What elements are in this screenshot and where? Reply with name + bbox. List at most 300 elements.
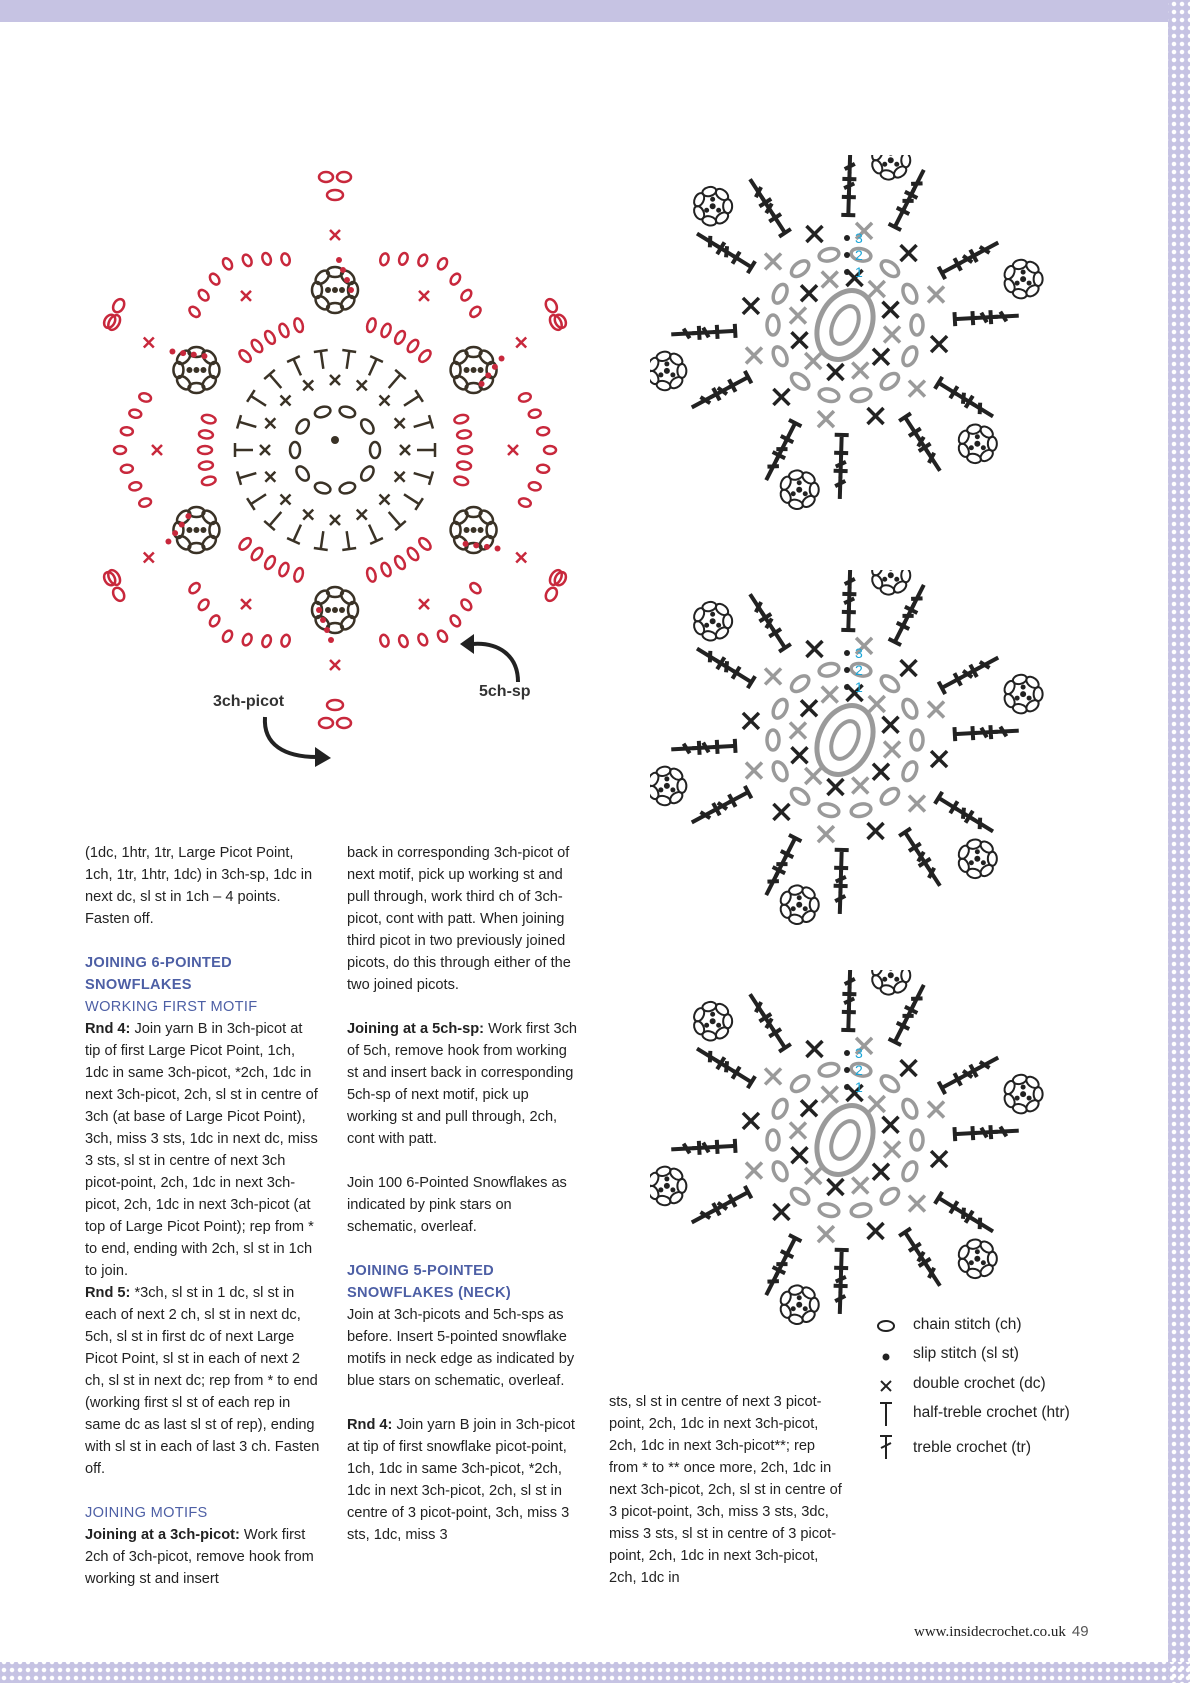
chain-stitch-mark: [198, 446, 212, 454]
chain-stitch-mark: [1012, 673, 1028, 685]
chain-stitch-mark: [337, 172, 351, 182]
chain-stitch-mark: [1003, 1079, 1017, 1096]
double-crochet-mark: [928, 701, 944, 717]
chain-stitch-mark: [339, 614, 357, 632]
slip-stitch-mark: [332, 287, 338, 293]
chain-stitch-mark: [537, 464, 550, 473]
slip-stitch-mark: [716, 623, 721, 628]
treble-mark: [966, 396, 997, 423]
double-crochet-mark: [827, 1179, 843, 1195]
round-number: 3: [855, 230, 863, 246]
slip-stitch-mark: [499, 355, 505, 361]
join-5ch-label: Joining at a 5ch-sp:: [347, 1021, 485, 1037]
double-crochet-mark: [805, 768, 821, 784]
chain-stitch-mark: [850, 387, 872, 403]
subheading-joining-motifs: JOINING MOTIFS: [85, 1505, 208, 1521]
treble-mark: [693, 643, 724, 670]
chain-stitch-mark: [175, 534, 193, 552]
legend-label: double crochet (dc): [913, 1375, 1046, 1392]
chain-stitch-mark: [779, 1290, 793, 1307]
double-crochet-mark: [901, 660, 917, 676]
chain-stitch-mark: [261, 634, 273, 648]
chain-stitch-mark: [878, 1073, 901, 1095]
chain-stitch-mark: [263, 329, 277, 345]
chain-stitch-mark: [138, 497, 152, 508]
chain-stitch-mark: [313, 481, 331, 495]
treble-mark: [905, 167, 930, 198]
double-crochet-mark: [883, 302, 899, 318]
slip-stitch-mark: [478, 367, 484, 373]
chain-stitch-mark: [544, 297, 560, 314]
chain-stitch-mark: [436, 257, 449, 271]
chain-stitch-mark: [518, 497, 532, 508]
double-crochet-mark: [868, 823, 884, 839]
slip-stitch-mark: [344, 277, 350, 283]
chain-stitch-mark: [770, 282, 789, 305]
double-crochet-icon: [876, 1375, 896, 1395]
slip-stitch-mark: [974, 1256, 980, 1262]
treble-mark: [905, 582, 930, 613]
double-crochet-mark: [827, 364, 843, 380]
double-crochet-mark: [743, 1113, 759, 1129]
slip-stitch-mark: [803, 491, 808, 496]
slip-stitch-mark: [186, 527, 192, 533]
slip-stitch-mark: [658, 372, 663, 377]
page-footer: [914, 1623, 1089, 1641]
slip-stitch-mark: [797, 895, 802, 900]
chain-stitch-mark: [770, 697, 789, 720]
round-number: 1: [855, 1079, 863, 1095]
treble-mark: [693, 228, 724, 255]
slip-stitch-mark: [478, 527, 484, 533]
treble-mark: [833, 471, 848, 499]
treble-mark: [970, 651, 1001, 677]
slip-stitch-mark: [664, 368, 670, 374]
half-treble-icon: [876, 1401, 896, 1427]
chain-stitch-mark: [417, 633, 429, 647]
slip-stitch-mark: [316, 607, 322, 613]
slip-stitch-mark: [1021, 270, 1026, 275]
chain-stitch-mark: [370, 442, 380, 458]
slip-stitch-mark: [974, 441, 980, 447]
bottom-border: [0, 1662, 1190, 1683]
slip-stitch-mark: [894, 977, 899, 982]
treble-mark: [363, 356, 383, 378]
chain-stitch-mark: [656, 765, 672, 777]
chain-stitch-mark: [458, 446, 472, 454]
slip-stitch-mark: [974, 856, 980, 862]
chain-stitch-mark: [1034, 1087, 1043, 1101]
double-crochet-mark: [827, 779, 843, 795]
slip-stitch-mark: [888, 570, 893, 571]
round-number: 2: [855, 1062, 863, 1078]
double-crochet-mark: [765, 253, 781, 269]
chain-stitch-mark: [313, 294, 331, 312]
double-crochet-mark: [379, 396, 389, 406]
slip-stitch-mark: [172, 530, 178, 536]
rnd4-label: Rnd 4:: [85, 1021, 131, 1037]
treble-mark: [235, 443, 253, 457]
chain-stitch-mark: [911, 1130, 923, 1150]
rnd4-neck-text: Join yarn B join in 3ch-picot at tip of first snowflake picot-point, 1ch, 1dc in same 3ch-picot, *2ch, 1dc in next 3ch-picot, 2ch, sl st in centre of 3 picot-point, 3ch, miss 3 sts, 1dc, miss 3: [347, 1417, 575, 1543]
double-crochet-mark: [265, 472, 275, 482]
chain-stitch-mark: [818, 802, 840, 818]
chain-stitch-mark: [327, 190, 343, 200]
slip-stitch-mark: [710, 618, 716, 624]
chain-stitch-mark: [187, 305, 201, 319]
chain-stitch-mark: [966, 1238, 982, 1250]
treble-mark: [711, 239, 740, 264]
treble-mark: [760, 867, 785, 898]
chain-icon: [876, 1316, 896, 1336]
treble-mark: [769, 1251, 793, 1280]
page-number: 49: [1071, 1623, 1089, 1640]
chain-stitch-mark: [701, 1001, 717, 1013]
chain-stitch-mark: [789, 1073, 812, 1095]
slip-stitch-mark: [803, 1306, 808, 1311]
chain-stitch-mark: [449, 614, 462, 628]
double-crochet-mark: [805, 353, 821, 369]
double-crochet-mark: [303, 380, 313, 390]
treble-mark: [287, 522, 307, 544]
double-crochet-mark: [419, 599, 429, 609]
chain-stitch-mark: [398, 634, 410, 648]
chain-stitch-mark: [208, 272, 221, 286]
treble-mark: [954, 1061, 983, 1085]
treble-mark: [237, 415, 258, 434]
chain-stitch-mark: [988, 437, 997, 451]
text-column-2: [347, 842, 582, 1546]
chain-stitch-mark: [818, 247, 840, 263]
treble-mark: [314, 350, 330, 370]
join-cont-paragraph: back in corresponding 3ch-picot of next motif, pick up working st and pull through, work third ch of 3ch-picot, cont with patt. When joining third picot in two previously joined picots, do this through either of the two joined picots.: [347, 845, 571, 993]
slip-stitch-mark: [664, 776, 669, 781]
chain-stitch-mark: [294, 417, 311, 436]
chain-stitch-mark: [187, 581, 201, 595]
join-picot-text: Work first 2ch of 3ch-picot, remove hook from working st and insert: [85, 1527, 314, 1587]
treble-mark: [842, 155, 857, 179]
double-crochet-mark: [928, 286, 944, 302]
double-crochet-mark: [400, 445, 410, 455]
chain-stitch-mark: [528, 409, 541, 419]
legend-label: treble crochet (tr): [913, 1439, 1032, 1456]
snowflake-chart-3: [650, 970, 1090, 1350]
chain-stitch-mark: [452, 348, 470, 366]
treble-mark: [383, 507, 405, 530]
slip-stitch-mark: [975, 1249, 980, 1254]
slip-stitch-mark: [710, 197, 715, 202]
slip-stitch-mark: [464, 367, 470, 373]
join-picot-paragraph: [85, 1524, 320, 1590]
double-crochet-mark: [357, 380, 367, 390]
chain-stitch-mark: [1012, 258, 1028, 270]
slip-stitch-mark: [664, 1183, 670, 1189]
chain-stitch-mark: [966, 838, 982, 850]
double-crochet-mark: [281, 494, 291, 504]
slip-stitch-mark: [710, 1012, 715, 1017]
snowflake-chart-2: [650, 570, 1090, 950]
treble-mark: [711, 1054, 740, 1079]
join-100-paragraph: Join 100 6-Pointed Snowflakes as indicated by pink stars on schematic, overleaf.: [347, 1175, 567, 1235]
chain-stitch-mark: [417, 253, 429, 267]
slip-stitch-mark: [975, 434, 980, 439]
treble-mark: [950, 386, 979, 411]
chain-stitch-mark: [250, 338, 265, 354]
slip-stitch-mark: [844, 650, 850, 656]
chain-stitch-mark: [537, 427, 550, 436]
double-crochet-mark: [144, 553, 154, 563]
double-crochet-mark: [746, 1163, 762, 1179]
double-crochet-mark: [852, 363, 868, 379]
slip-stitch-mark: [471, 367, 477, 373]
chain-stitch-mark: [900, 697, 919, 720]
double-crochet-mark: [508, 445, 518, 455]
chain-stitch-mark: [199, 430, 214, 440]
slip-stitch-mark: [704, 1023, 709, 1028]
treble-mark: [247, 390, 270, 412]
treble-mark: [897, 185, 921, 214]
chain-stitch-mark: [878, 370, 901, 392]
rnd4-neck-paragraph: [347, 1414, 582, 1546]
double-crochet-mark: [873, 349, 889, 365]
chain-stitch-mark: [263, 555, 277, 571]
treble-mark: [671, 1141, 700, 1156]
slip-stitch-mark: [969, 445, 974, 450]
chain-stitch-mark: [366, 567, 378, 583]
double-crochet-mark: [873, 1164, 889, 1180]
slip-stitch-mark: [882, 162, 887, 167]
chain-stitch-mark: [241, 633, 253, 647]
chain-stitch-mark: [313, 588, 331, 606]
slip-stitch-mark: [186, 367, 192, 373]
slip-stitch-mark: [658, 1187, 663, 1192]
chain-stitch-mark: [723, 199, 732, 213]
chain-stitch-mark: [200, 374, 218, 392]
slip-stitch-mark: [844, 1050, 850, 1056]
chain-stitch-mark: [723, 614, 732, 628]
double-crochet-mark: [909, 796, 925, 812]
chain-stitch-mark: [779, 890, 793, 907]
treble-mark: [744, 990, 771, 1021]
slip-stitch-mark: [882, 577, 887, 582]
slip-stitch-mark: [1027, 696, 1032, 701]
slip-stitch-mark: [844, 1067, 850, 1073]
double-crochet-mark: [419, 291, 429, 301]
snowflake-chart-1: [650, 155, 1090, 535]
chain-stitch-mark: [911, 730, 923, 750]
double-crochet-mark: [805, 1168, 821, 1184]
chain-stitch-mark: [892, 570, 909, 571]
treble-mark: [340, 350, 356, 370]
chain-stitch-mark: [692, 191, 706, 208]
chain-stitch-mark: [359, 417, 376, 436]
chain-stitch-mark: [129, 481, 142, 491]
double-crochet-mark: [746, 348, 762, 364]
chain-stitch-mark: [810, 898, 819, 912]
top-border: [0, 0, 1190, 22]
chain-stitch-mark: [293, 317, 305, 333]
chain-stitch-mark: [293, 567, 305, 583]
chain-stitch-mark: [818, 662, 840, 678]
slip-stitch-mark: [193, 367, 199, 373]
treble-mark: [842, 970, 857, 994]
chain-stitch-mark: [789, 673, 812, 695]
slip-stitch-mark: [796, 902, 802, 908]
slip-stitch-mark: [332, 607, 338, 613]
treble-mark: [237, 466, 258, 485]
slip-stitch-mark: [894, 162, 899, 167]
slip-stitch-mark: [1015, 696, 1020, 701]
chain-stitch-mark: [454, 414, 470, 425]
chain-stitch-mark: [677, 779, 686, 793]
chain-stitch-mark: [878, 1185, 901, 1207]
chain-stitch-mark: [810, 483, 819, 497]
chain-stitch-mark: [261, 252, 273, 266]
treble-mark: [363, 522, 383, 544]
chain-stitch-mark: [121, 464, 134, 473]
chain-stitch-mark: [468, 305, 482, 319]
chain-stitch-mark: [692, 606, 706, 623]
chain-stitch-mark: [701, 186, 717, 198]
treble-mark: [400, 390, 423, 412]
double-crochet-mark: [144, 338, 154, 348]
treble-mark: [688, 388, 719, 414]
join-picot-label: Joining at a 3ch-picot:: [85, 1527, 240, 1543]
chain-stitch-mark: [129, 409, 142, 419]
rnd5-paragraph: [85, 1282, 320, 1480]
chain-stitch-mark: [338, 405, 356, 419]
chain-stitch-mark: [366, 317, 378, 333]
double-crochet-mark: [806, 1041, 822, 1057]
treble-mark: [950, 1201, 979, 1226]
double-crochet-mark: [818, 411, 834, 427]
chain-stitch-mark: [327, 700, 343, 710]
double-crochet-mark: [330, 515, 340, 525]
slip-stitch-mark: [710, 1018, 716, 1024]
chain-stitch-mark: [789, 1185, 812, 1207]
double-crochet-mark: [773, 1204, 789, 1220]
chain-stitch-mark: [339, 294, 357, 312]
chain-stitch-mark: [468, 581, 482, 595]
text-column-1: [85, 842, 320, 1590]
chain-stitch-mark: [339, 588, 357, 606]
treble-mark: [970, 1051, 1001, 1077]
treble-mark: [688, 803, 719, 829]
double-crochet-mark: [773, 804, 789, 820]
double-crochet-mark: [801, 700, 817, 716]
chain-stitch-mark: [789, 785, 812, 807]
legend-label: half-treble crochet (htr): [913, 1404, 1070, 1421]
treble-mark: [707, 794, 736, 818]
treble-mark: [990, 724, 1019, 739]
double-crochet-mark: [773, 389, 789, 405]
treble-mark: [760, 452, 785, 483]
double-crochet-mark: [516, 553, 526, 563]
chain-stitch-mark: [454, 475, 470, 486]
chain-stitch-mark: [900, 1160, 919, 1183]
double-crochet-mark: [303, 510, 313, 520]
slip-stitch-mark: [704, 208, 709, 213]
double-crochet-mark: [265, 418, 275, 428]
rnd5-text: *3ch, sl st in 1 dc, sl st in each of next 2 ch, sl st in next dc, 5ch, sl st in first dc of next Large Picot Point, sl st in each of next 2 ch, sl st in next dc; rep from * to end (working first sl st of each rep in same dc as last sl st of rep), ending with sl st in each of last 3 ch. Fasten off.: [85, 1285, 320, 1477]
treble-mark: [264, 507, 286, 530]
chain-stitch-mark: [398, 252, 410, 266]
double-crochet-mark: [790, 722, 806, 738]
treble-mark: [897, 600, 921, 629]
slip-stitch-mark: [1027, 1096, 1032, 1101]
treble-mark: [905, 982, 930, 1013]
slip-stitch-mark: [664, 1176, 669, 1181]
treble-mark: [671, 326, 700, 341]
slip-stitch-mark: [704, 623, 709, 628]
double-crochet-mark: [791, 747, 807, 763]
chain-stitch-mark: [393, 555, 407, 571]
chain-stitch-mark: [417, 536, 432, 552]
arrow-picot: [255, 715, 335, 775]
double-crochet-mark: [395, 472, 405, 482]
slip-stitch-mark: [796, 1302, 802, 1308]
chain-stitch-mark: [199, 461, 214, 471]
legend-label: chain stitch (ch): [913, 1316, 1022, 1333]
double-crochet-mark: [241, 291, 251, 301]
slip-stitch-mark: [492, 364, 498, 370]
treble-mark: [842, 570, 857, 594]
chain-stitch-mark: [237, 536, 252, 552]
treble-mark: [950, 801, 979, 826]
treble-mark: [954, 246, 983, 270]
slip-stitch-mark: [325, 287, 331, 293]
chain-stitch-mark: [313, 268, 331, 286]
treble-mark: [693, 1043, 724, 1070]
slip-stitch-mark: [324, 627, 330, 633]
footer-url: www.insidecrochet.co.uk: [914, 1624, 1066, 1640]
chain-stitch-mark: [201, 475, 217, 486]
chain-stitch-mark: [457, 461, 472, 471]
chain-stitch-mark: [197, 598, 211, 612]
treble-mark: [833, 1286, 848, 1314]
treble-mark: [287, 356, 307, 378]
chain-stitch-mark: [221, 629, 234, 643]
slip-stitch-mark: [981, 860, 986, 865]
double-crochet-mark: [883, 1117, 899, 1133]
slip-stitch-mark: [797, 1295, 802, 1300]
treble-mark: [970, 236, 1001, 262]
chain-stitch-mark: [988, 1252, 997, 1266]
label-3ch-picot: 3ch-picot: [213, 693, 285, 710]
slip-stitch-mark: [340, 267, 346, 273]
slip-stitch-mark: [464, 527, 470, 533]
chain-stitch-mark: [457, 430, 472, 440]
double-crochet-mark: [806, 641, 822, 657]
chain-stitch-mark: [380, 562, 393, 578]
chain-stitch-mark: [250, 546, 265, 562]
round-number: 3: [855, 645, 863, 661]
slip-stitch-mark: [1020, 1091, 1026, 1097]
slip-stitch-mark: [670, 787, 675, 792]
double-crochet-mark: [330, 230, 340, 240]
chain-stitch-mark: [957, 844, 971, 861]
subheading-working-first-motif: WORKING FIRST MOTIF: [85, 999, 258, 1015]
chain-stitch-mark: [121, 427, 134, 436]
double-crochet-mark: [790, 1122, 806, 1138]
double-crochet-mark: [818, 1226, 834, 1242]
slip-stitch-mark: [888, 970, 893, 971]
double-crochet-mark: [852, 1178, 868, 1194]
slip-stitch-mark: [1021, 1085, 1026, 1090]
heading-joining-6-pointed: JOINING 6-POINTED SNOWFLAKES: [85, 955, 233, 993]
double-crochet-mark: [868, 1223, 884, 1239]
treble-mark: [412, 466, 433, 485]
